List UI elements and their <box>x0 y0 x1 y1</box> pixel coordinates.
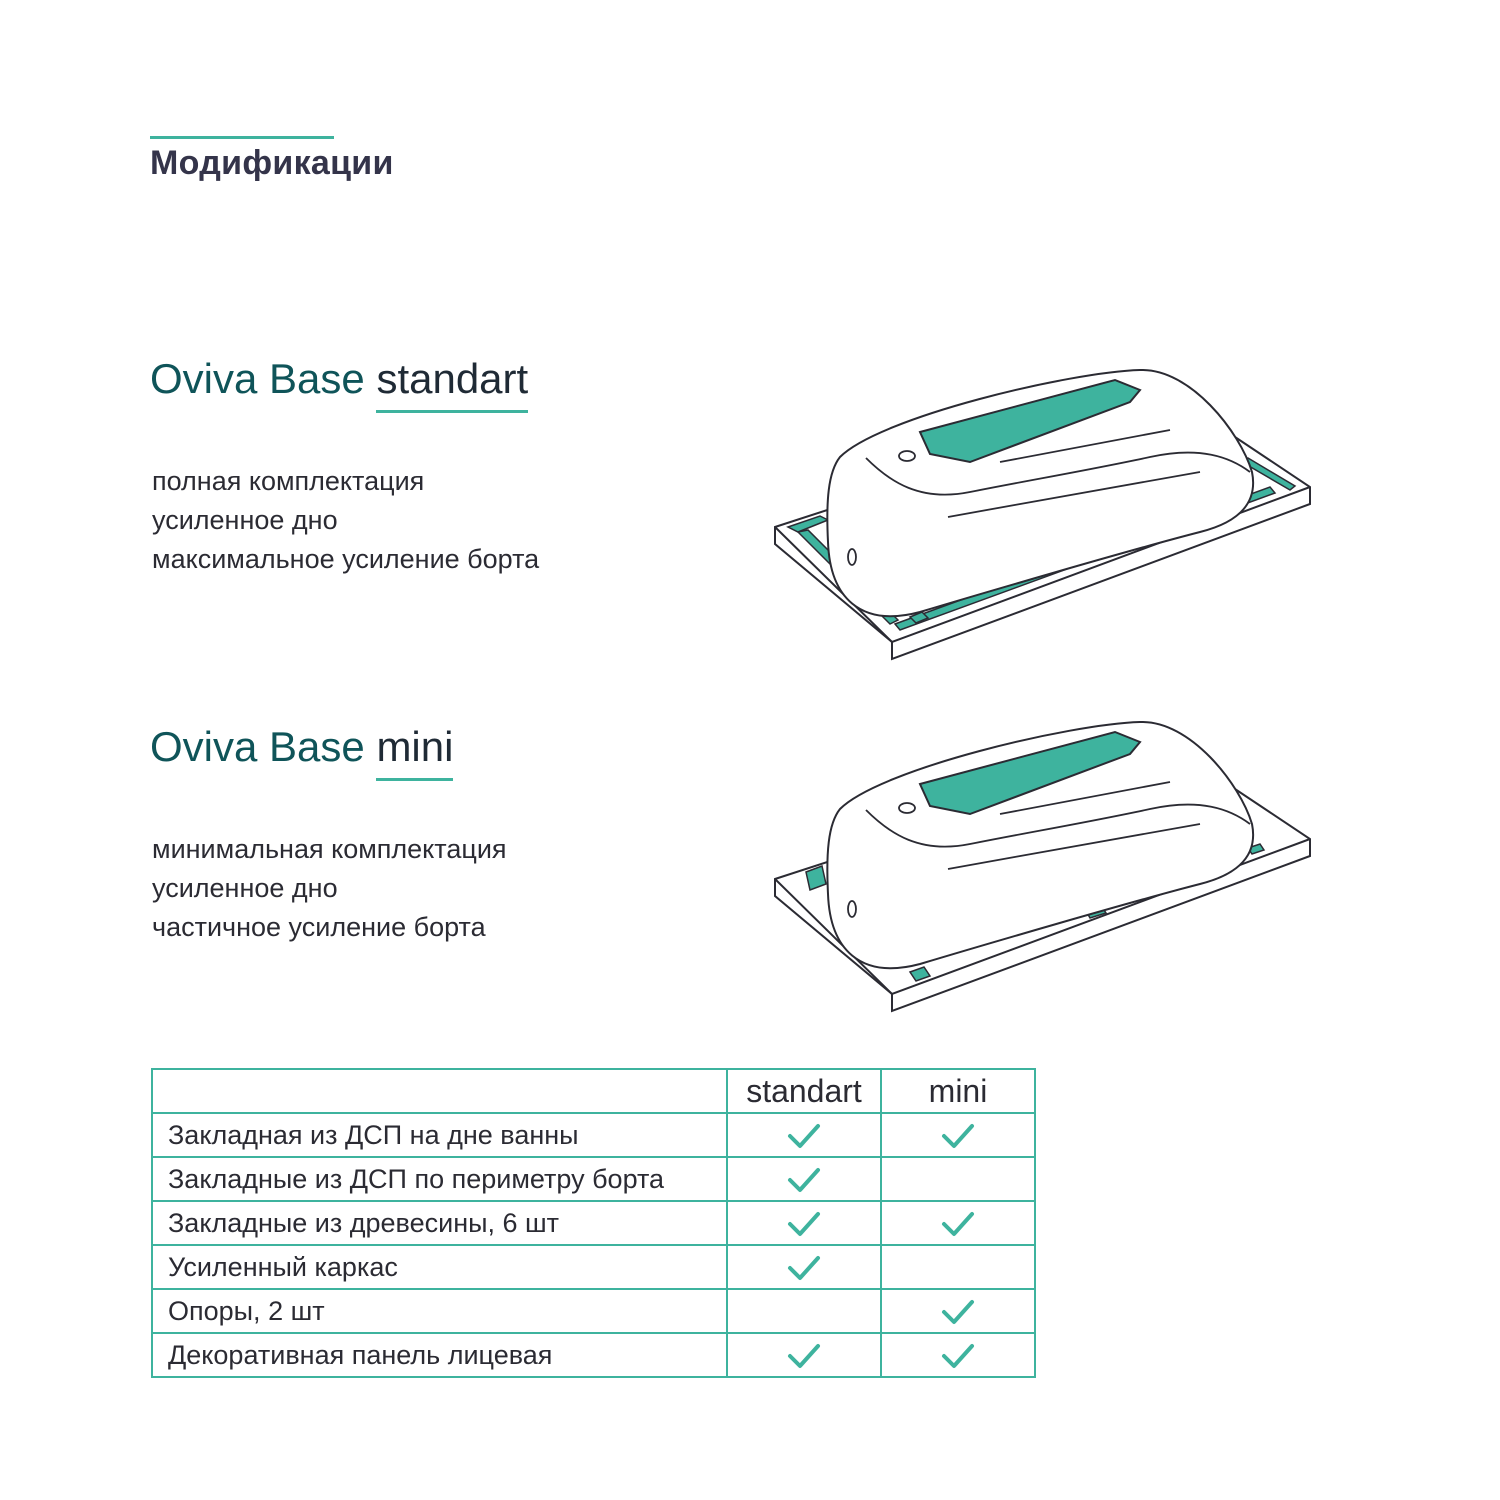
table-row <box>152 1113 1035 1157</box>
cell-mini <box>881 1245 1035 1289</box>
check-icon <box>941 1342 975 1370</box>
feature-item: частичное усиление борта <box>152 912 486 942</box>
bathtub-mini-illustration <box>770 714 1315 1014</box>
feature-item: максимальное усиление борта <box>152 544 540 574</box>
check-icon <box>787 1122 821 1150</box>
feature-item: усиленное дно <box>152 505 338 535</box>
check-icon <box>787 1254 821 1282</box>
drain-hole <box>899 803 915 813</box>
cell-mini <box>881 1113 1035 1157</box>
check-icon <box>941 1298 975 1326</box>
row-label: Закладная из ДСП на дне ванны <box>152 1113 727 1157</box>
cell-standart <box>727 1289 881 1333</box>
feature-list-standart <box>152 462 539 579</box>
table-row <box>152 1333 1035 1377</box>
check-icon <box>941 1122 975 1150</box>
cell-mini <box>881 1333 1035 1377</box>
feature-list-mini <box>152 830 507 947</box>
feature-item: минимальная комплектация <box>152 834 507 864</box>
check-icon <box>941 1210 975 1238</box>
row-label: Усиленный каркас <box>152 1245 727 1289</box>
cell-mini <box>881 1201 1035 1245</box>
column-header-mini: mini <box>881 1069 1035 1113</box>
model-brand: Oviva Base <box>150 723 365 770</box>
feature-item: усиленное дно <box>152 873 338 903</box>
check-icon <box>787 1210 821 1238</box>
bathtub-standart-illustration <box>770 362 1315 662</box>
row-label: Закладные из древесины, 6 шт <box>152 1201 727 1245</box>
comparison-table <box>151 1068 1036 1378</box>
model-variant: mini <box>376 726 453 781</box>
column-header-standart: standart <box>727 1069 881 1113</box>
row-label: Опоры, 2 шт <box>152 1289 727 1333</box>
overflow-hole <box>848 549 856 565</box>
model-brand: Oviva Base <box>150 355 365 402</box>
table-row <box>152 1157 1035 1201</box>
cell-standart <box>727 1245 881 1289</box>
table-row <box>152 1201 1035 1245</box>
row-label: Закладные из ДСП по периметру борта <box>152 1157 727 1201</box>
table-row <box>152 1245 1035 1289</box>
model-title-mini <box>150 723 454 781</box>
row-label: Декоративная панель лицевая <box>152 1333 727 1377</box>
cell-mini <box>881 1289 1035 1333</box>
check-icon <box>787 1166 821 1194</box>
cell-mini <box>881 1157 1035 1201</box>
model-variant: standart <box>376 358 528 413</box>
overflow-hole <box>848 901 856 917</box>
table-row <box>152 1289 1035 1333</box>
drain-hole <box>899 451 915 461</box>
cell-standart <box>727 1201 881 1245</box>
cell-standart <box>727 1157 881 1201</box>
check-icon <box>787 1342 821 1370</box>
table-header-empty <box>152 1069 727 1113</box>
table-header-row <box>152 1069 1035 1113</box>
header-accent-rule <box>150 136 334 139</box>
page-title: Модификации <box>150 144 394 182</box>
cell-standart <box>727 1113 881 1157</box>
feature-item: полная комплектация <box>152 466 425 496</box>
table-body <box>152 1113 1035 1377</box>
model-title-standart <box>150 355 529 413</box>
cell-standart <box>727 1333 881 1377</box>
